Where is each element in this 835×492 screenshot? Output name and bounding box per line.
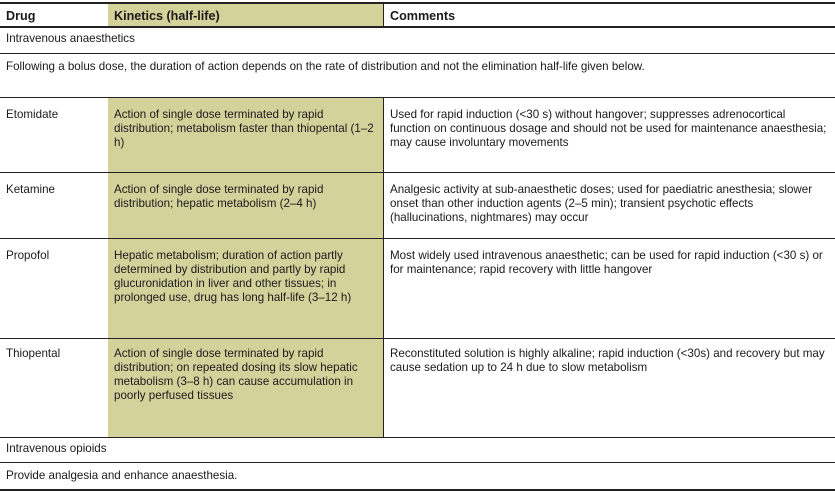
table-row: [0, 339, 835, 438]
comments-text: Used for rapid induction (<30 s) without hangover; suppresses adrenocortical function on continuous dosage and should not be used for maintenance anaesthesia; may cause involuntary movements: [390, 108, 827, 149]
section-title-text: Intravenous opioids: [6, 442, 107, 455]
drug-name: Ketamine: [6, 183, 55, 196]
kinetics-cell: [108, 239, 383, 338]
kinetics-cell: [108, 339, 383, 437]
drug-cell: [0, 239, 108, 338]
kinetics-text: Action of single dose terminated by rapid distribution; hepatic metabolism (2–4 h): [114, 183, 324, 210]
comments-cell: [383, 98, 835, 172]
section-note-opioids: [0, 463, 835, 491]
drug-name: Thiopental: [6, 347, 61, 360]
kinetics-cell: [108, 98, 383, 172]
header-drug-label: Drug: [6, 9, 36, 23]
table-header: [0, 2, 835, 28]
kinetics-cell: [108, 173, 383, 238]
kinetics-text: Hepatic metabolism; duration of action partly determined by distribution and partly by rapid glucuronidation in liver and other tissues; in prolonged use, drug has long half-life (3–12 h): [114, 249, 352, 304]
drug-name: Etomidate: [6, 108, 59, 121]
header-comments-label: Comments: [390, 9, 456, 23]
header-kinetics: [108, 4, 383, 26]
drug-name: Propofol: [6, 249, 50, 262]
comments-text: Reconstituted solution is highly alkaline; rapid induction (<30s) and recovery but may cause sedation up to 24 h due to slow metabolism: [390, 347, 825, 374]
drug-cell: [0, 339, 108, 437]
header-comments: [383, 4, 835, 26]
drug-cell: [0, 173, 108, 238]
header-kinetics-label: Kinetics (half-life): [114, 9, 220, 23]
table-row: [0, 98, 835, 173]
section-note-anaesthetics: [0, 54, 835, 98]
header-drug: [0, 4, 108, 26]
section-note-text: Following a bolus dose, the duration of action depends on the rate of distribution and not the elimination half-life given below.: [6, 60, 645, 73]
section-title-text: Intravenous anaesthetics: [6, 32, 135, 45]
section-note-text: Provide analgesia and enhance anaesthesia.: [6, 469, 238, 482]
table-row: [0, 173, 835, 239]
kinetics-text: Action of single dose terminated by rapid distribution; on repeated dosing its slow hepatic metabolism (3–8 h) can cause accumulation in poorly perfused tissues: [114, 347, 358, 402]
drug-cell: [0, 98, 108, 172]
table-row: [0, 239, 835, 339]
section-title-opioids: [0, 438, 835, 463]
comments-cell: [383, 239, 835, 338]
comments-cell: [383, 339, 835, 437]
comments-text: Most widely used intravenous anaesthetic; can be used for rapid induction (<30 s) or for maintenance; rapid recovery with little hangover: [390, 249, 823, 276]
comments-cell: [383, 173, 835, 238]
section-title-anaesthetics: [0, 28, 835, 54]
kinetics-text: Action of single dose terminated by rapid distribution; metabolism faster than thiopental (1–2 h): [114, 108, 374, 149]
comments-text: Analgesic activity at sub-anaesthetic doses; used for paediatric anesthesia; slower onset than other induction agents (2–5 min); transient psychotic effects (hallucinations, nightmares) may occur: [390, 183, 813, 224]
